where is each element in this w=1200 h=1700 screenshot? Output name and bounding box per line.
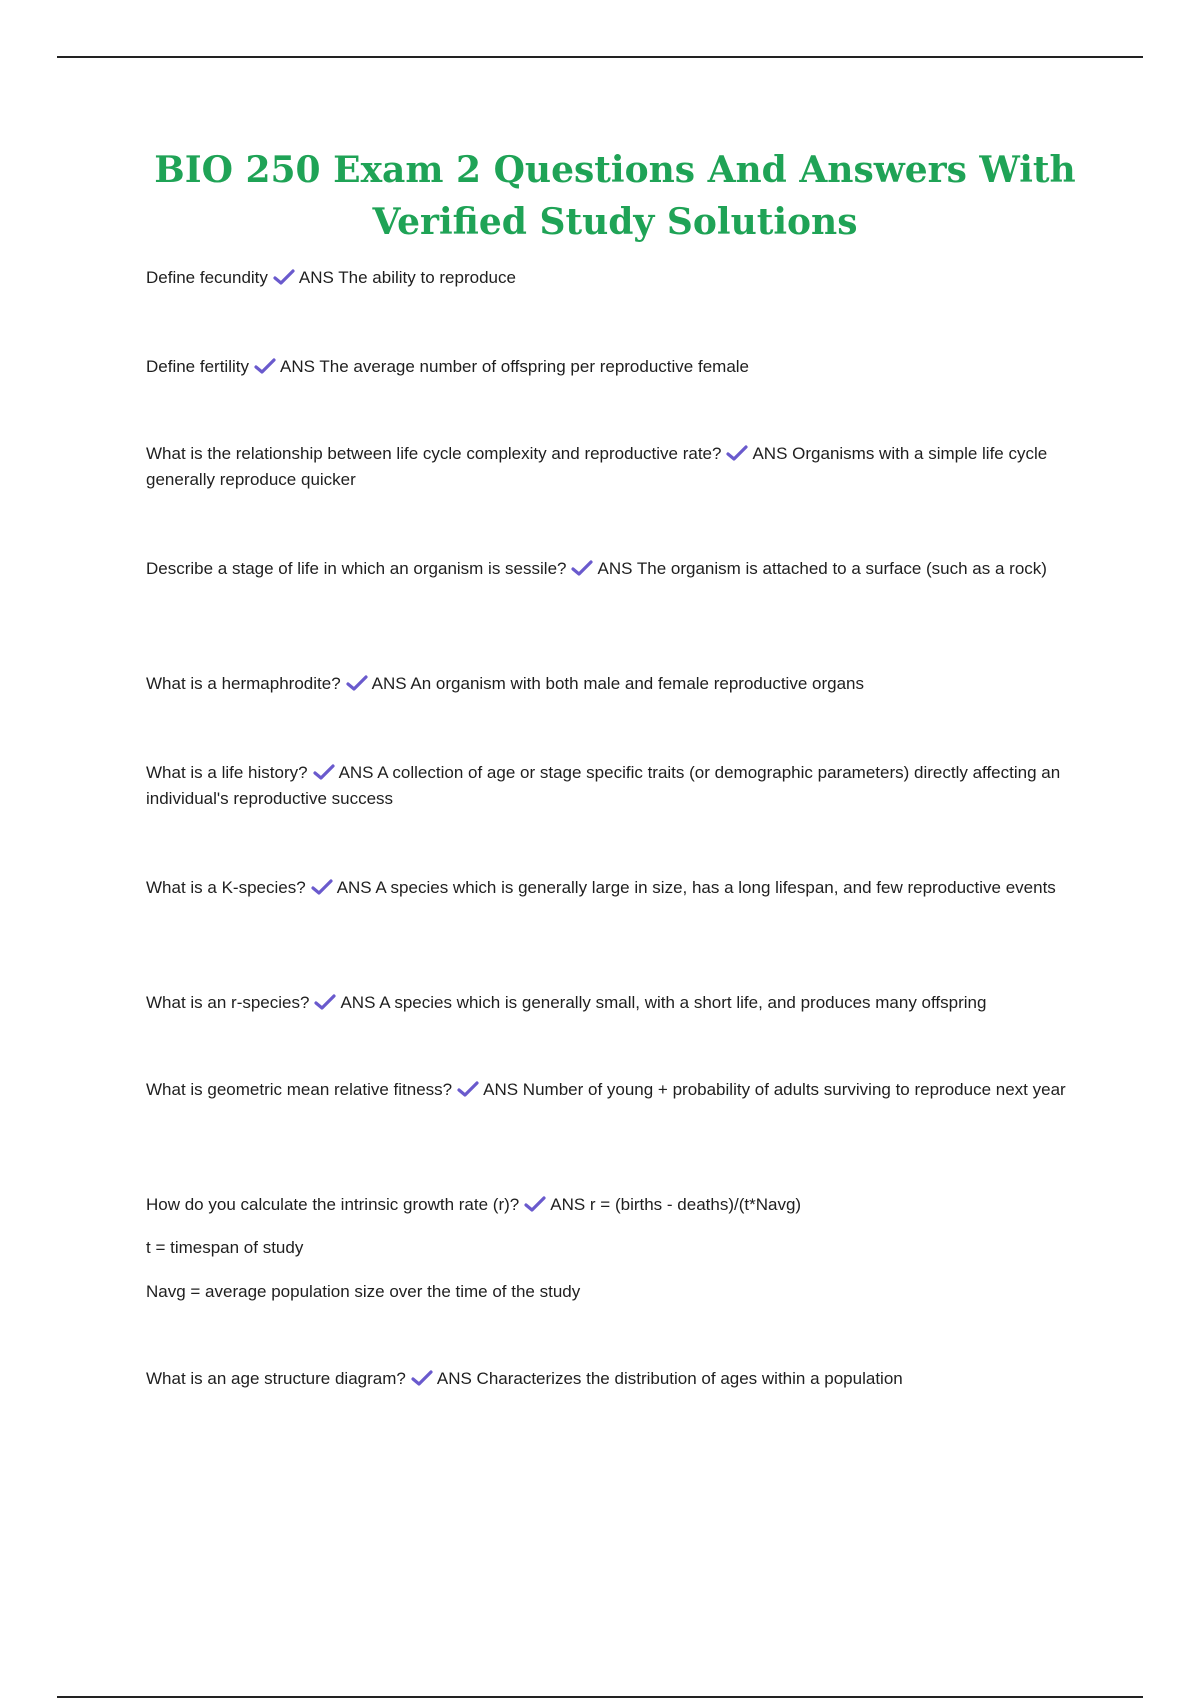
question-text: Define fecundity [146,268,268,287]
checkmark-icon [311,879,333,895]
qa-item [146,1077,1086,1103]
checkmark-icon [273,269,295,285]
qa-item [146,556,1086,582]
bottom-rule [57,1696,1143,1698]
answer-text: ANS A species which is generally small, with a short life, and produces many offspring [340,993,987,1012]
question-text: What is a life history? [146,763,308,782]
question-text: What is an age structure diagram? [146,1369,406,1388]
checkmark-icon [457,1081,479,1097]
question-text: What is a hermaphrodite? [146,674,341,693]
qa-item [146,1366,1086,1392]
growth-rate-note: Navg = average population size over the time of the study [146,1282,581,1301]
answer-text: ANS A species which is generally large in size, has a long lifespan, and few reproductive events [336,878,1056,897]
question-text: Describe a stage of life in which an organism is sessile? [146,559,567,578]
question-text: What is the relationship between life cycle complexity and reproductive rate? [146,444,722,463]
answer-text: ANS Characterizes the distribution of ages within a population [436,1369,903,1388]
top-rule [57,56,1143,58]
qa-item [146,671,1086,697]
question-text: What is a K-species? [146,878,306,897]
checkmark-icon [726,445,748,461]
qa-item [146,760,1086,812]
qa-item [146,1192,1086,1218]
answer-text: ANS The average number of offspring per reproductive female [279,357,750,376]
checkmark-icon [524,1196,546,1212]
answer-text: ANS Organisms with a simple life cycle generally reproduce quicker [146,444,1048,489]
qa-item [146,265,1086,291]
qa-item [146,875,1086,901]
question-text: What is geometric mean relative fitness? [146,1080,453,1099]
answer-text: ANS An organism with both male and female reproductive organs [371,674,864,693]
document-title: BIO 250 Exam 2 Questions And Answers With Verified Study Solutions [154,149,1076,243]
answer-text: ANS A collection of age or stage specific traits (or demographic parameters) directly affecting an individual's reproductive success [146,763,1061,808]
qa-item [146,441,1086,493]
checkmark-icon [346,675,368,691]
question-text: Define fertility [146,357,249,376]
growth-rate-note: t = timespan of study [146,1238,304,1257]
answer-text: ANS r = (births - deaths)/(t*Navg) [550,1195,802,1214]
checkmark-icon [314,994,336,1010]
question-text: How do you calculate the intrinsic growth rate (r)? [146,1195,520,1214]
checkmark-icon [571,560,593,576]
qa-item [146,354,1086,380]
answer-text: ANS The ability to reproduce [298,268,516,287]
checkmark-icon [254,358,276,374]
answer-text: ANS The organism is attached to a surface (such as a rock) [597,559,1047,578]
checkmark-icon [411,1370,433,1386]
qa-item [146,990,1086,1016]
answer-text: ANS Number of young + probability of adults surviving to reproduce next year [483,1080,1066,1099]
question-text: What is an r-species? [146,993,310,1012]
checkmark-icon [313,764,335,780]
